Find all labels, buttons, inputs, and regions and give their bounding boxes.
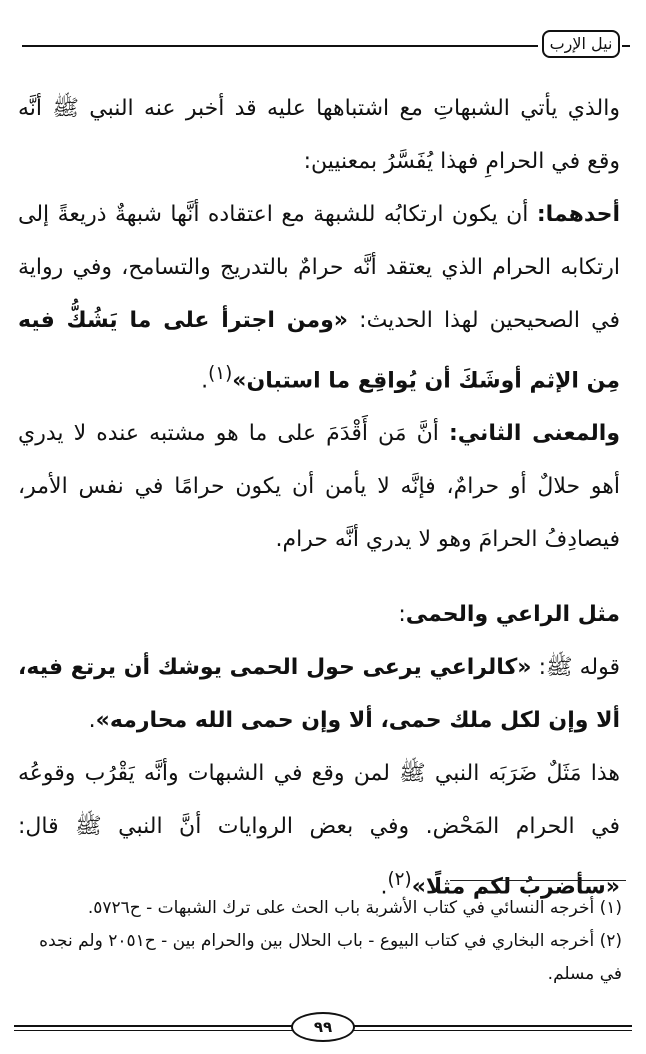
paragraph-1-text: والذي يأتي الشبهاتِ مع اشتباهها عليه قد أخبر عنه النبي ﷺ أنَّه وقع في الحرامِ فهذا يُفَسَّرُ بمعنيين:: [18, 96, 620, 174]
running-header: [22, 28, 630, 64]
paragraph-3: [18, 407, 620, 566]
paragraph-4-quote: «كالراعي يرعى حول الحمى يوشك أن يرتع فيه، ألا وإن لكل ملك حمى، ألا وإن حمى الله محارمه»: [18, 655, 620, 734]
section-heading: [18, 588, 620, 641]
paragraph-2-text: أن يكون ارتكابُه للشبهة مع اعتقاده أنَّها شبهةٌ ذريعةً إلى ارتكابه الحرام الذي يعتقد أنَّه حرامٌ بالتدريج والتسامح، وفي رواية في الصحيحين لهذا الحديث:: [18, 202, 621, 333]
paragraph-2-end: .: [201, 368, 209, 394]
paragraph-2: [18, 188, 620, 407]
paragraph-5-text: هذا مَثَلٌ ضَرَبَه النبي ﷺ لمن وقع في الشبهات وأنَّه يَقْرُب وقوعُه في الحرام المَحْض. وفي بعض الروايات أنَّ النبي ﷺ قال:: [18, 761, 620, 840]
page-footer: [14, 1012, 632, 1046]
paragraph-3-text: أنَّ مَن أَقْدَمَ على ما هو مشتبه عنده لا يدري أهو حلالٌ أو حرامٌ، فإنَّه لا يأمن أن يكون حرامًا في نفس الأمر، فيصادِفُ الحرامَ وهو لا يدري أنَّه حرام.: [18, 421, 620, 553]
section-heading-title: مثل الراعي والحمى: [405, 602, 620, 628]
footnote-2: (٢) أخرجه البخاري في كتاب البيوع - باب الحلال بين والحرام بين - ح٢٠٥١ ولم نجده في مسلم.: [39, 931, 622, 984]
paragraph-5: [18, 747, 620, 913]
paragraph-5-quote: «سأضربُ لكم مثلًا»: [411, 874, 620, 900]
section-gap: [18, 566, 620, 588]
section-heading-colon: :: [398, 602, 406, 628]
paragraph-4-lead: قوله ﷺ:: [531, 655, 620, 681]
paragraph-4-end: .: [88, 708, 96, 734]
page-body: [18, 82, 620, 914]
header-rule-tick: [622, 45, 630, 47]
footnote-separator: [450, 880, 626, 881]
running-title: نيل الإرب: [542, 30, 620, 58]
paragraph-1: [18, 82, 620, 188]
footnotes: [18, 892, 622, 991]
paragraph-4: [18, 641, 620, 747]
footnote-1: (١) أخرجه النسائي في كتاب الأشربة باب الحث على ترك الشبهات - ح٥٧٢٦.: [87, 898, 622, 918]
paragraph-2-quote: «ومن اجترأ على ما يَشُكُّ فيه مِن الإثم أوشَكَ أن يُواقِع ما استبان»: [18, 308, 620, 394]
paragraph-3-lead: والمعنى الثاني:: [449, 421, 620, 447]
header-rule: [22, 45, 538, 47]
footnote-ref-2: (٢): [387, 869, 412, 891]
footnote-ref-1: (١): [208, 363, 233, 384]
paragraph-5-end: .: [380, 874, 388, 900]
paragraph-2-lead: أحدهما:: [536, 202, 620, 227]
page-number: ٩٩: [291, 1012, 355, 1042]
